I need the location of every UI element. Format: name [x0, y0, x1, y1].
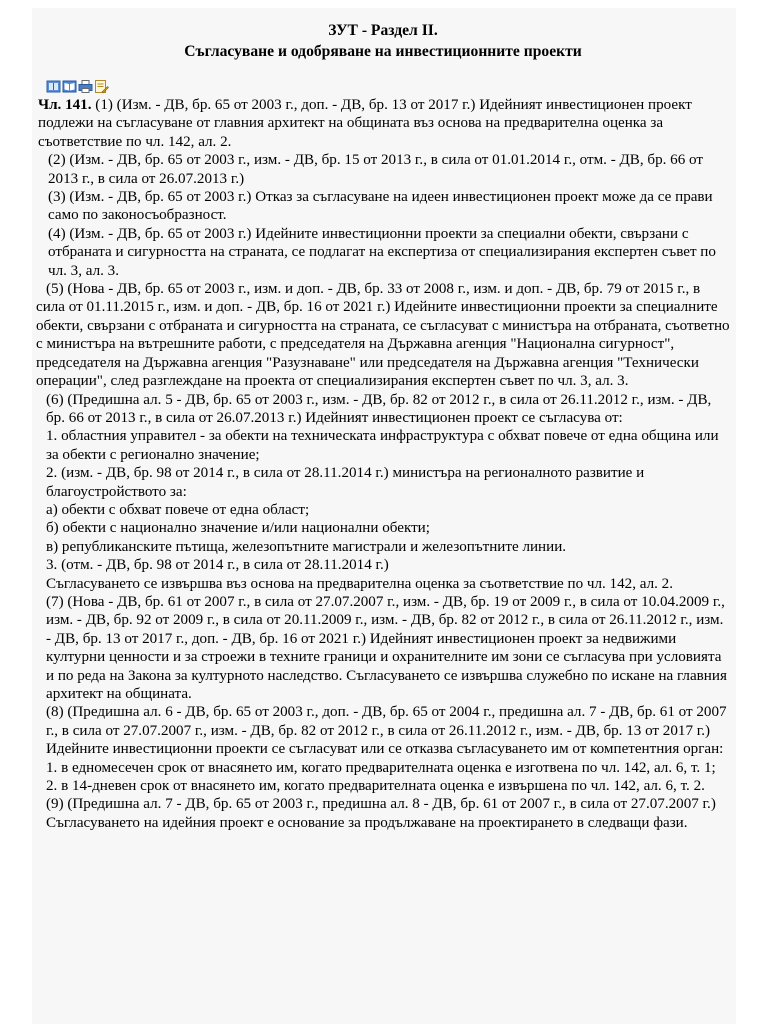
- article-body: [36, 96, 730, 832]
- list-item: 2. (изм. - ДВ, бр. 98 от 2014 г., в сила от 28.11.2014 г.) министъра на регионалното развитие и благоустройството за:: [46, 465, 645, 500]
- list-item: 2. в 14-дневен срок от внасянето им, когато предварителната оценка е извършена по чл. 142, ал. 6, т. 2.: [46, 778, 705, 795]
- list-item: в) републиканските пътища, железопътните магистрали и железопътните линии.: [46, 538, 567, 555]
- list-item: 1. в едномесечен срок от внасянето им, когато предварителната оценка е изготвена по чл. 142, ал. 6, т. 1;: [46, 759, 716, 776]
- toolbar: [46, 76, 730, 96]
- book-icon[interactable]: [46, 79, 61, 94]
- article-paragraph-7: (7) (Нова - ДВ, бр. 61 от 2007 г., в сила от 27.07.2007 г., изм. - ДВ, бр. 19 от 2009 г., в сила от 10.04.2009 г., изм. - ДВ, бр. 92 от 2009 г., в сила от 20.11.2009 г., изм. - ДВ, бр. 82 от 2012 г., в сила от 26.11.2012 г., изм. - ДВ, бр. 13 от 2017 г., доп. - ДВ, бр. 16 от 2021 г.) Идейният инвестиционен проект за недвижими културни ценности и за строежи в техните граници и охранителните им зони се съгласува при условията и по реда на Закона за културното наследство. Съгласуването се извършва служебно по искане на главния архитект на общината.: [46, 593, 727, 702]
- open-book-icon[interactable]: [62, 79, 77, 94]
- title-line-2: Съгласуване и одобряване на инвестиционните проекти: [184, 43, 582, 60]
- article-paragraph-9: (9) (Предишна ал. 7 - ДВ, бр. 65 от 2003 г., предишна ал. 8 - ДВ, бр. 61 от 2007 г., в сила от 27.07.2007 г.) Съгласуването на идейния проект е основание за продължаване на проектирането в следващи фази.: [46, 796, 716, 831]
- article-paragraph-3: (3) (Изм. - ДВ, бр. 65 от 2003 г.) Отказ за съгласуване на идеен инвестиционен проект може да се прави само по законосъобразност.: [48, 189, 713, 224]
- list-item: б) обекти с национално значение и/или национални обекти;: [46, 520, 430, 537]
- paragraph-text: (1) (Изм. - ДВ, бр. 65 от 2003 г., доп. - ДВ, бр. 13 от 2017 г.) Идейният инвестиционен проект подлежи на съгласуване от главния архитект на общината въз основа на предварителна оценка за съответствие по чл. 142, ал. 2.: [38, 97, 692, 150]
- article-paragraph-5: (5) (Нова - ДВ, бр. 65 от 2003 г., изм. и доп. - ДВ, бр. 33 от 2008 г., изм. и доп. - ДВ, бр. 79 от 2015 г., в сила от 01.11.2015 г., изм. и доп. - ДВ, бр. 16 от 2021 г.) Идейните инвестиционни проекти за специалните обекти, свързани с отбраната и сигурността на страната, се съгласуват с министъра на отбраната, съответно с министъра на вътрешните работи, с председателя на Държавна агенция "Национална сигурност", председателя на Държавна агенция "Разузнаване" или председателя на Държавна агенция "Технически операции", след разглеждане на проекта от специализирания експертен съвет по чл. 3, ал. 3.: [36, 281, 730, 390]
- title-line-1: ЗУТ - Раздел II.: [328, 22, 438, 39]
- page-title: [36, 20, 730, 62]
- document-page: [32, 8, 736, 1024]
- article-paragraph-1: [36, 96, 730, 151]
- print-icon[interactable]: [78, 79, 93, 94]
- list-item: 1. областния управител - за обекти на техническата инфраструктура с обхват повече от една община или за обекти с регионално значение;: [46, 428, 719, 463]
- article-paragraph-2: (2) (Изм. - ДВ, бр. 65 от 2003 г., изм. - ДВ, бр. 15 от 2013 г., в сила от 01.01.2014 г., отм. - ДВ, бр. 66 от 2013 г., в сила от 26.07.2013 г.): [48, 152, 703, 187]
- article-paragraph-4: (4) (Изм. - ДВ, бр. 65 от 2003 г.) Идейните инвестиционни проекти за специални обекти, свързани с отбраната и сигурността на страната, се подлагат на експертиза от специализирания експертен съвет по чл. 3, ал. 3.: [48, 225, 716, 279]
- article-label: Чл. 141.: [38, 97, 92, 113]
- edit-note-icon[interactable]: [94, 79, 109, 94]
- article-paragraph-8: (8) (Предишна ал. 6 - ДВ, бр. 65 от 2003 г., доп. - ДВ, бр. 65 от 2004 г., предишна ал. 7 - ДВ, бр. 61 от 2007 г., в сила от 27.07.2007 г., изм. - ДВ, бр. 82 от 2012 г., в сила от 26.11.2012 г., изм. - ДВ, бр. 13 от 2017 г.) Идейните инвестиционни проекти се съгласуват или се отказва съгласуването им от компетентния орган:: [46, 704, 727, 758]
- article-paragraph-note: Съгласуването се извършва въз основа на предварителна оценка за съответствие по чл. 142, ал. 2.: [46, 575, 673, 592]
- article-paragraph-6: (6) (Предишна ал. 5 - ДВ, бр. 65 от 2003 г., изм. - ДВ, бр. 82 от 2012 г., в сила от 26.11.2012 г., изм. - ДВ, бр. 66 от 2013 г., в сила от 26.07.2013 г.) Идейният инвестиционен проект се съгласува от:: [46, 391, 712, 426]
- list-item: 3. (отм. - ДВ, бр. 98 от 2014 г., в сила от 28.11.2014 г.): [46, 557, 389, 574]
- list-item: а) обекти с обхват повече от една област;: [46, 501, 310, 518]
